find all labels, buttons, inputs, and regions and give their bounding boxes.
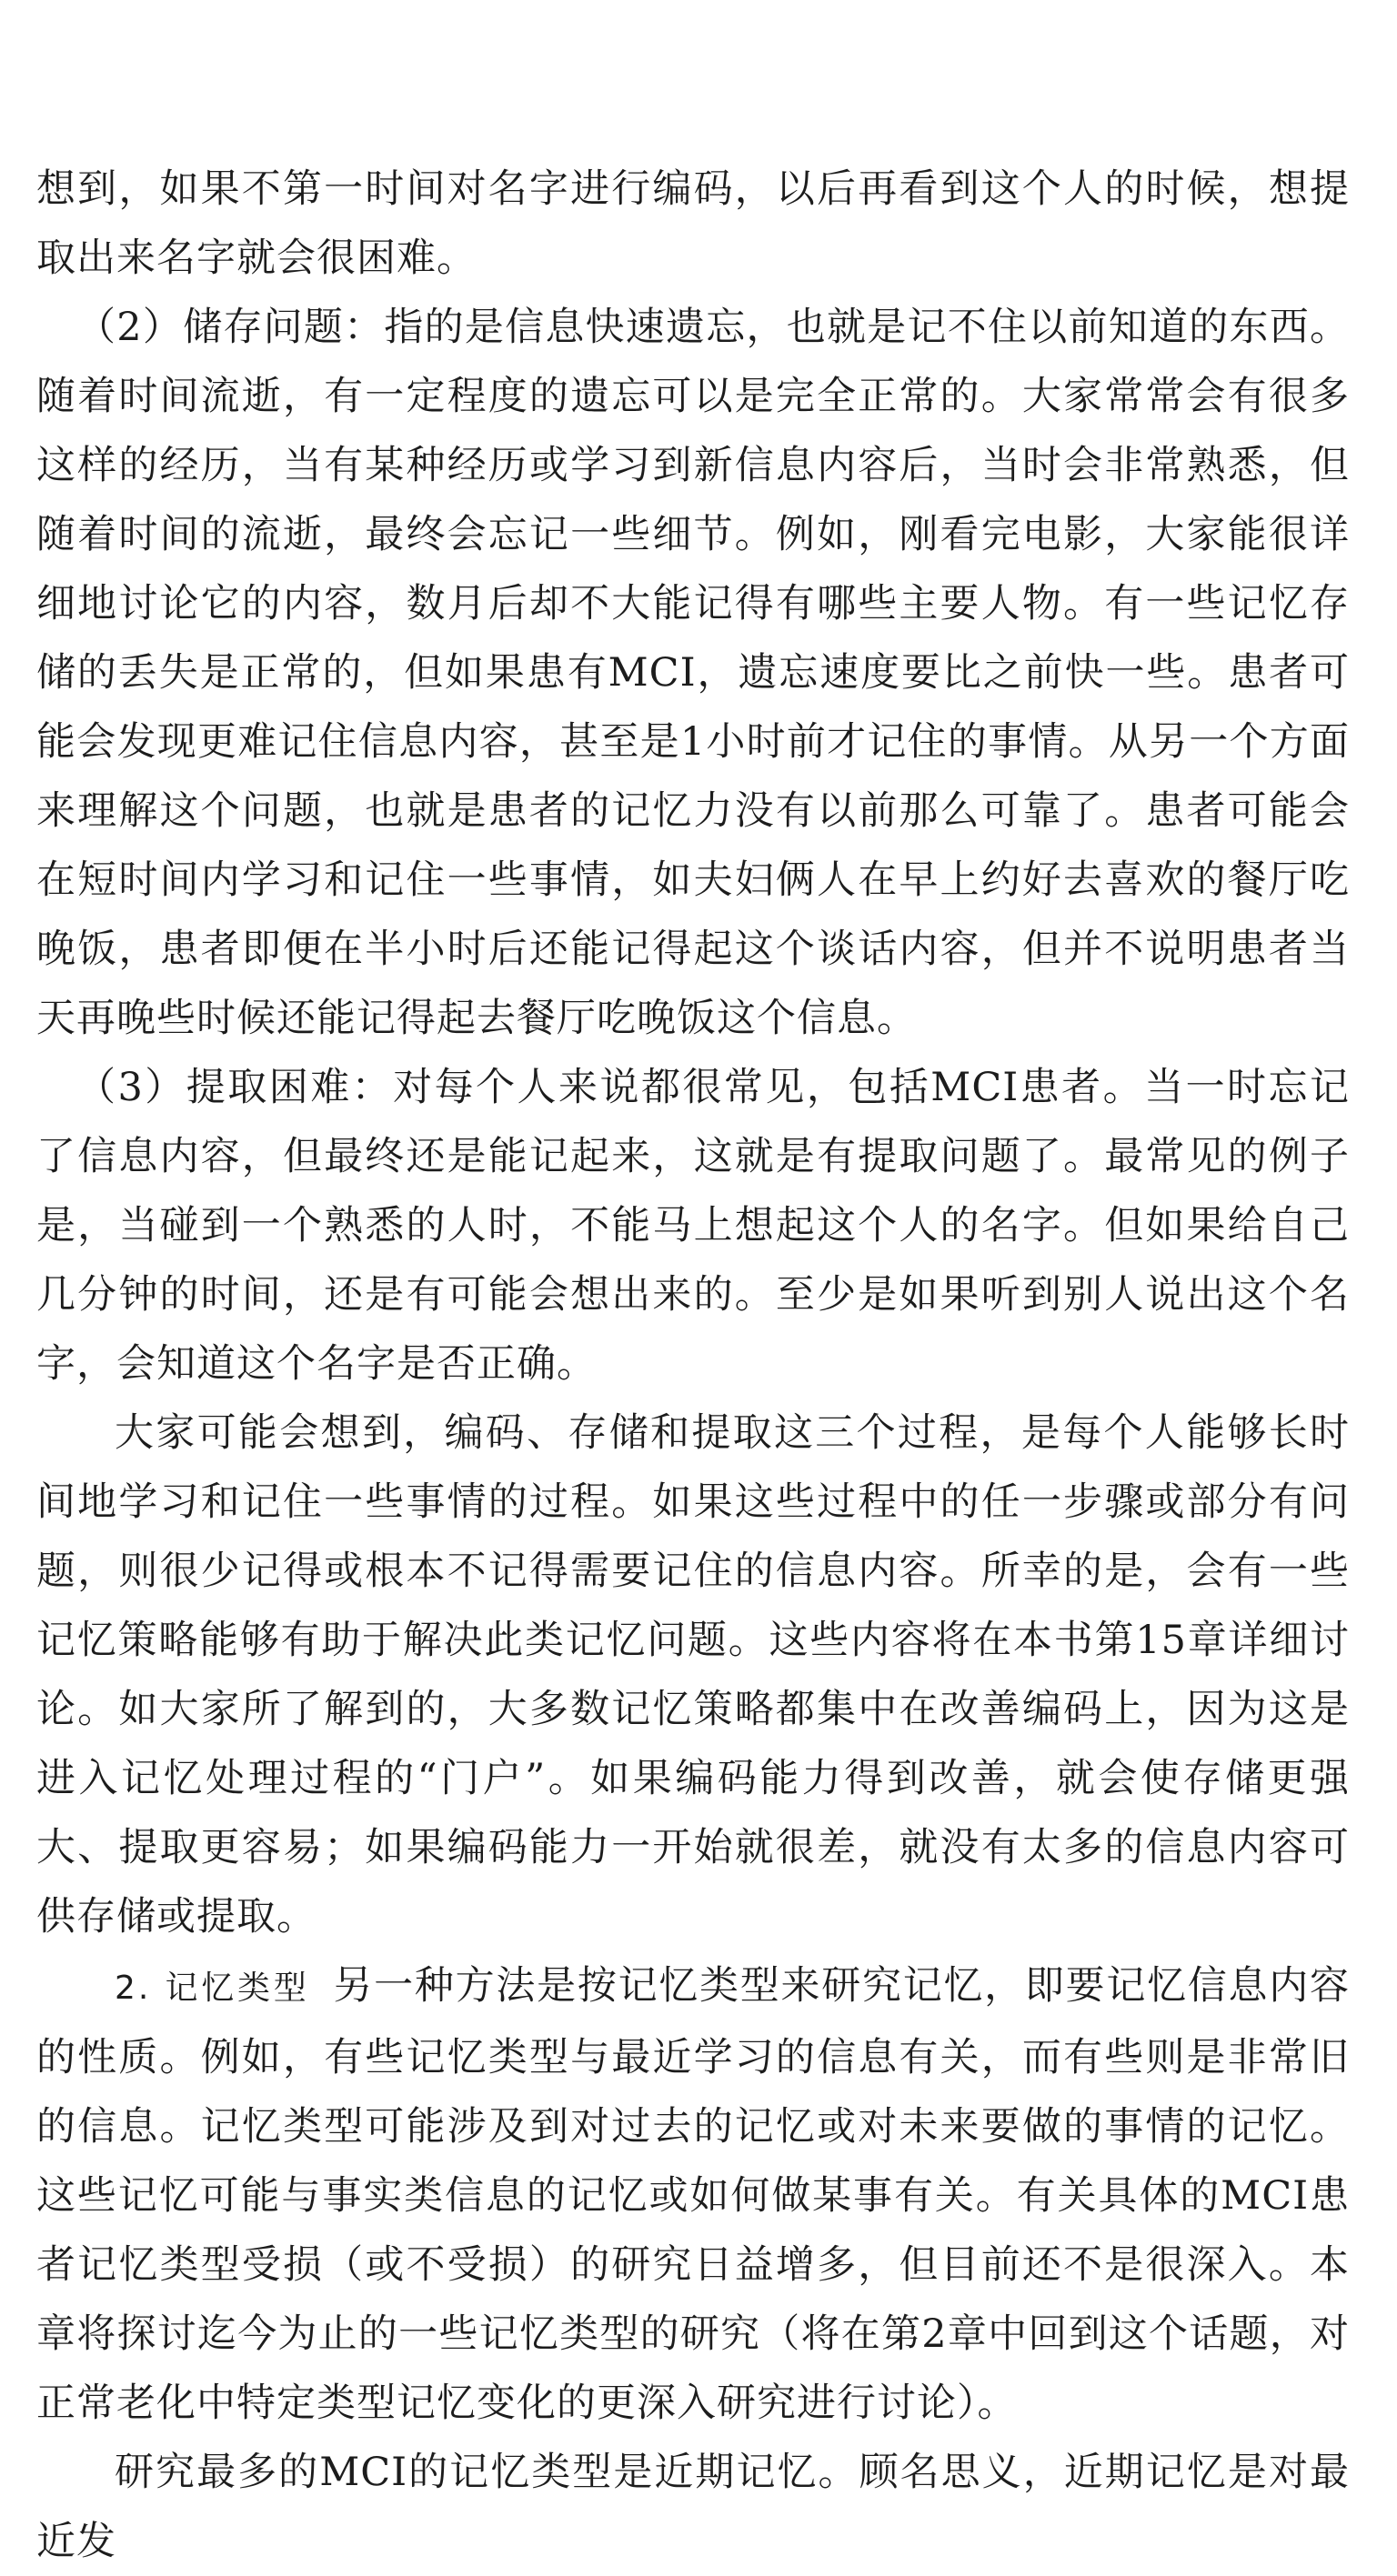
paragraph-retrieval-difficulty: （3）提取困难：对每个人来说都很常见，包括MCI患者。当一时忘记了信息内容，但最终还是能记起来，这就是有提取问题了。最常见的例子是，当碰到一个熟悉的人时，不能马上想起这个人的名字。但如果给自己几分钟的时间，还是有可能会想出来的。至少是如果听到别人说出这个名字，会知道这个名字是否正确。 [36, 1065, 1350, 1387]
paragraph-memory-types [36, 1951, 1350, 2438]
paragraph-memory-processes: 大家可能会想到，编码、存储和提取这三个过程，是每个人能够长时间地学习和记住一些事情的过程。如果这些过程中的任一步骤或部分有问题，则很少记得或根本不记得需要记住的信息内容。所幸的是，会有一些记忆策略能够有助于解决此类记忆问题。这些内容将在本书第15章详细讨论。如大家所了解到的，大多数记忆策略都集中在改善编码上，因为这是进入记忆处理过程的“门户”。如果编码能力得到改善，就会使存储更强大、提取更容易；如果编码能力一开始就很差，就没有太多的信息内容可供存储或提取。 [36, 1410, 1350, 1940]
paragraph-recent-memory: 研究最多的MCI的记忆类型是近期记忆。顾名思义，近期记忆是对最近发 [36, 2450, 1350, 2564]
section-heading-memory-types: 2. 记忆类型 [115, 1970, 310, 2007]
paragraph-continuation: 想到，如果不第一时间对名字进行编码，以后再看到这个人的时候，想提取出来名字就会很困难。 [36, 166, 1350, 281]
paragraph-storage-problem: （2）储存问题：指的是信息快速遗忘，也就是记不住以前知道的东西。随着时间流逝，有一定程度的遗忘可以是完全正常的。大家常常会有很多这样的经历，当有某种经历或学习到新信息内容后，当时会非常熟悉，但随着时间的流逝，最终会忘记一些细节。例如，刚看完电影，大家能很详细地讨论它的内容，数月后却不大能记得有哪些主要人物。有一些记忆存储的丢失是正常的，但如果患有MCI，遗忘速度要比之前快一些。患者可能会发现更难记住信息内容，甚至是1小时前才记住的事情。从另一个方面来理解这个问题，也就是患者的记忆力没有以前那么可靠了。患者可能会在短时间内学习和记住一些事情，如夫妇俩人在早上约好去喜欢的餐厅吃晚饭，患者即便在半小时后还能记得起这个谈话内容，但并不说明患者当天再晚些时候还能记得起去餐厅吃晚饭这个信息。 [36, 305, 1350, 1041]
paragraph-memory-types-body: 另一种方法是按记忆类型来研究记忆，即要记忆信息内容的性质。例如，有些记忆类型与最近学习的信息有关，而有些则是非常旧的信息。记忆类型可能涉及到对过去的记忆或对未来要做的事情的记忆。这些记忆可能与事实类信息的记忆或如何做某事有关。有关具体的MCI患者记忆类型受损（或不受损）的研究日益增多，但目前还不是很深入。本章将探讨迄今为止的一些记忆类型的研究（将在第2章中回到这个话题，对正常老化中特定类型记忆变化的更深入研究进行讨论）。 [36, 1963, 1351, 2426]
